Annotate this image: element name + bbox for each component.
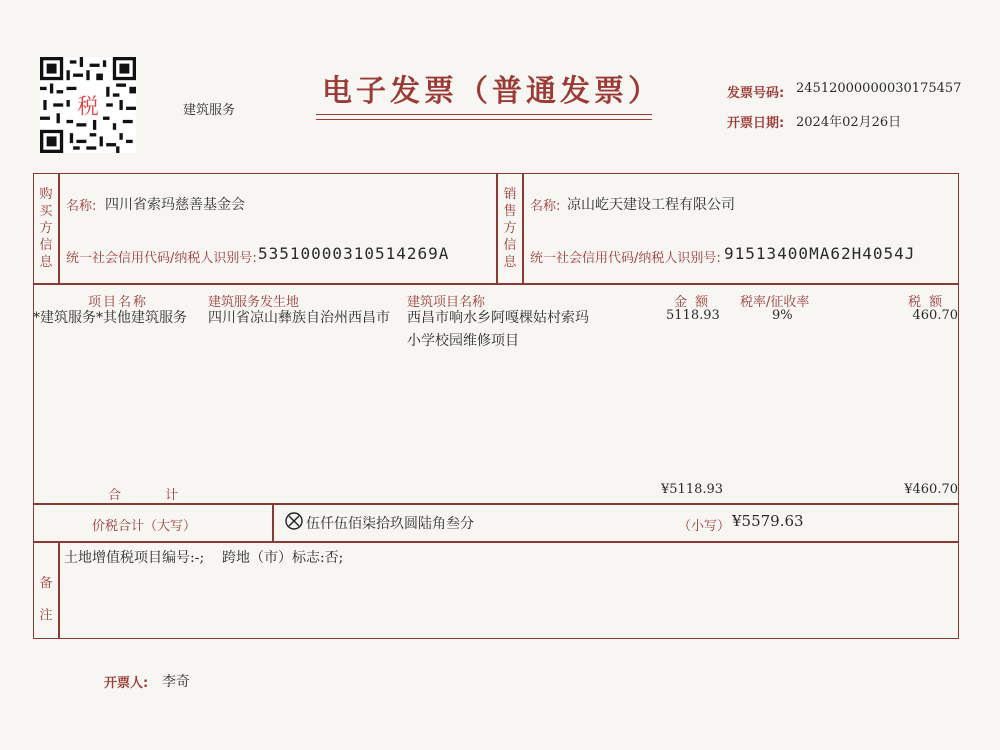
- invoice-category: 建筑服务: [183, 103, 236, 118]
- item-tax-rate: 9%: [772, 308, 793, 323]
- buyer-section-label: 购 买 方 信 息: [39, 187, 53, 270]
- header-tax-rate: 税率/征收率: [740, 295, 810, 310]
- seller-name-label: 名称:: [530, 199, 561, 214]
- item-name: *建筑服务*其他建筑服务: [33, 310, 187, 326]
- buyer-label-divider: [58, 173, 60, 284]
- seller-name: 凉山屹天建设工程有限公司: [567, 197, 735, 213]
- seller-section-label: 销 售 方 信 息: [503, 187, 517, 270]
- seller-label-divider: [522, 173, 524, 284]
- header-amount: 金 额: [674, 295, 711, 310]
- grand-total-small-label: （小写）: [678, 519, 731, 534]
- seller-tax-id: 91513400MA62H4054J: [724, 244, 916, 263]
- header-project-name: 建筑项目名称: [407, 295, 486, 310]
- qr-code: [40, 57, 136, 153]
- total-tax: ¥460.70: [904, 482, 958, 497]
- grand-total-in-words: 伍仟伍佰柒拾玖圆陆角叁分: [306, 516, 474, 532]
- buyer-name-label: 名称:: [66, 199, 97, 214]
- buyer-name: 四川省索玛慈善基金会: [105, 197, 245, 213]
- title-underline-2: [316, 119, 652, 120]
- invoice-date: 2024年02月26日: [796, 115, 902, 130]
- divider-total: [33, 503, 959, 505]
- total-label: 合 计: [108, 488, 179, 503]
- buyer-id-label: 统一社会信用代码/纳税人识别号:: [66, 251, 257, 266]
- divider-remarks: [33, 541, 959, 543]
- qr-watermark: 税: [77, 94, 99, 120]
- grand-total-label: 价税合计（大写）: [92, 519, 197, 534]
- remarks-text: 土地增值税项目编号:-; 跨地（市）标志:否;: [64, 550, 344, 566]
- item-project-name-line1: 西昌市响水乡阿嘎棵姑村索玛: [407, 310, 589, 326]
- header-service-location: 建筑服务发生地: [208, 295, 300, 310]
- issuer-name: 李奇: [162, 674, 190, 690]
- item-project-name-line2: 小学校园维修项目: [407, 333, 519, 349]
- total-label-divider: [272, 503, 274, 542]
- seller-id-label: 统一社会信用代码/纳税人识别号:: [530, 251, 721, 266]
- invoice-number: 24512000000030175457: [796, 81, 962, 96]
- header-item-name: 项目名称: [88, 295, 149, 310]
- remarks-section-label: 备 注: [39, 576, 53, 623]
- buyer-tax-id: 53510000310514269A: [258, 244, 450, 263]
- header-tax: 税 额: [908, 295, 945, 310]
- remarks-label-divider: [58, 541, 60, 639]
- party-divider: [496, 173, 498, 284]
- issuer-label: 开票人:: [104, 676, 149, 691]
- item-service-location: 四川省凉山彝族自治州西昌市: [208, 310, 390, 326]
- grand-total-in-figures: ¥5579.63: [732, 512, 804, 530]
- invoice-number-label: 发票号码:: [727, 86, 785, 101]
- item-amount: 5118.93: [666, 308, 720, 323]
- invoice-date-label: 开票日期:: [727, 116, 785, 131]
- circle-x-icon: [284, 511, 304, 531]
- item-tax: 460.70: [912, 308, 958, 323]
- total-amount: ¥5118.93: [661, 482, 724, 497]
- title-underline-1: [316, 114, 652, 115]
- invoice-title: 电子发票（普通发票）: [322, 74, 662, 109]
